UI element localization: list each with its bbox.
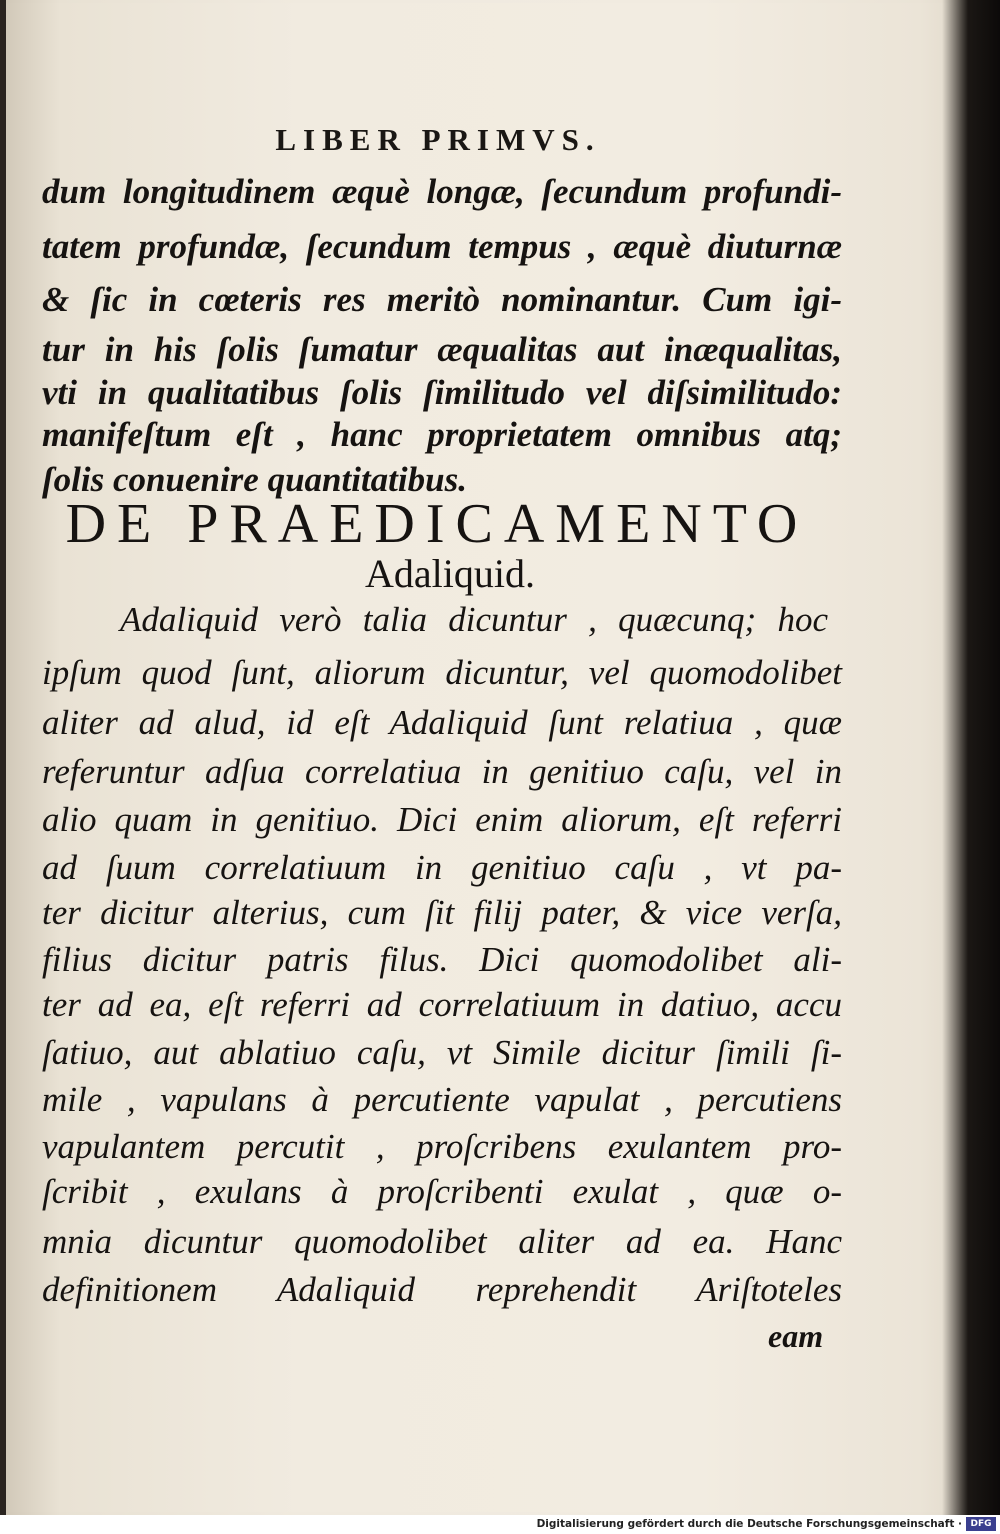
text-line: vapulantem percutit , proſcribens exulantem pro- [42, 1127, 842, 1166]
text-line: tur in his ſolis ſumatur æqualitas aut inæqualitas, [42, 330, 842, 369]
section-subheading: Adaliquid. [365, 551, 535, 596]
text-line: definitionem Adaliquid reprehendit Ariſtoteles [42, 1270, 842, 1309]
text-line: ter ad ea, eſt referri ad correlatiuum in datiuo, accu [42, 985, 842, 1024]
catchword: eam [768, 1318, 824, 1354]
text-line: ſcribit , exulans à proſcribenti exulat , quæ o- [42, 1172, 842, 1211]
text-line: ipſum quod ſunt, aliorum dicuntur, vel quomodolibet [42, 653, 842, 692]
page-right-edge-shadow [942, 0, 1000, 1515]
text-line: mile , vapulans à percutiente vapulat , percutiens [42, 1080, 842, 1119]
text-line: ſolis conuenire quantitatibus. [42, 460, 467, 499]
text-line: ſatiuo, aut ablatiuo caſu, vt Simile dicitur ſimili ſi- [42, 1033, 842, 1072]
text-line: filius dicitur patris filus. Dici quomodolibet ali- [42, 940, 842, 979]
text-line: manifeſtum eſt , hanc proprietatem omnibus atq; [42, 415, 842, 454]
dfg-credit-text: Digitalisierung gefördert durch die Deutsche Forschungsgemeinschaft · [536, 1518, 962, 1530]
section-heading: DE PRAEDICAMENTO [65, 493, 809, 555]
text-line: alio quam in genitiuo. Dici enim aliorum, eſt referri [42, 800, 842, 839]
text-line: tatem profundæ, ſecundum tempus , æquè diuturnæ [42, 227, 842, 266]
text-line: & ſic in cœteris res meritò nominantur. Cum igi- [42, 280, 842, 319]
text-line: mnia dicuntur quomodolibet aliter ad ea. Hanc [42, 1222, 842, 1261]
text-line: ter dicitur alterius, cum ſit filij pater, & vice verſa, [42, 893, 842, 932]
text-line: Adaliquid verò talia dicuntur , quæcunq; hoc [120, 600, 828, 639]
text-line: ad ſuum correlatiuum in genitiuo caſu , vt pa- [42, 848, 842, 887]
running-head: LIBER PRIMVS. [275, 122, 601, 157]
text-line: dum longitudinem æquè longæ, ſecundum profundi- [42, 172, 842, 211]
text-line: aliter ad alud, id eſt Adaliquid ſunt relatiua , quæ [42, 703, 842, 742]
dfg-logo-icon: DFG [966, 1517, 996, 1531]
text-line: vti in qualitatibus ſolis ſimilitudo vel diſsimilitudo: [42, 373, 842, 412]
text-line: referuntur adſua correlatiua in genitiuo caſu, vel in [42, 752, 842, 791]
page-left-edge [0, 0, 6, 1515]
